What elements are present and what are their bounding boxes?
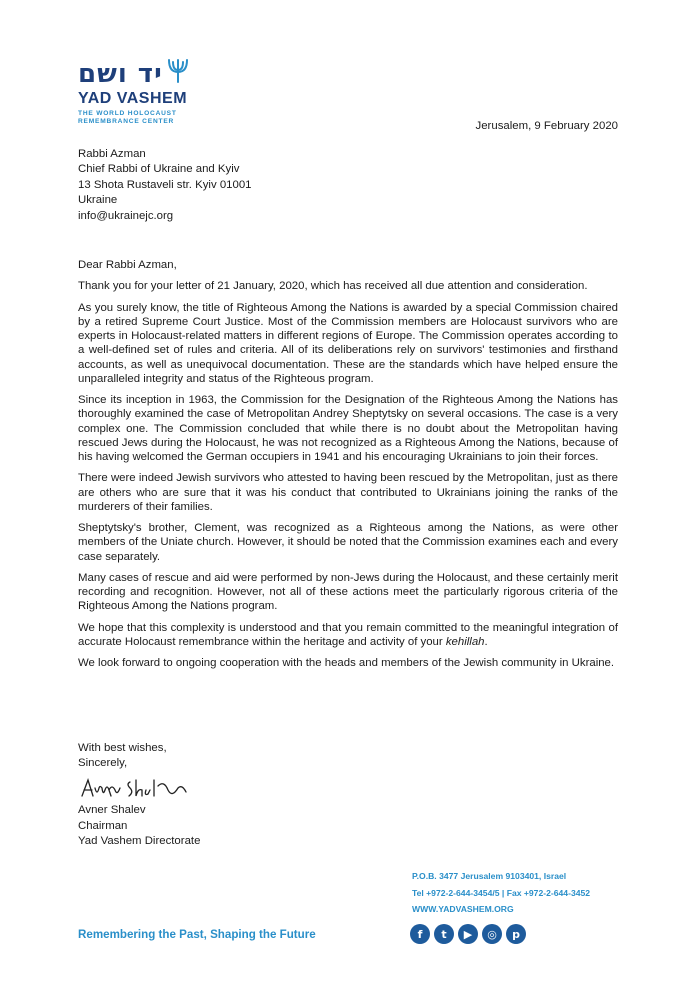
kehillah-end: . — [484, 635, 488, 648]
instagram-icon[interactable]: ◎ — [482, 924, 502, 944]
body-paragraph: Thank you for your letter of 21 January, 2020, which has received all due attention and consideration. — [78, 280, 588, 293]
closing — [78, 741, 167, 771]
menorah-icon — [167, 58, 189, 84]
recipient-email: info@ukrainejc.org — [78, 209, 174, 222]
body-paragraph: There were indeed Jewish survivors who attested to having been rescued by the Metropolitan, just as there are others who are sure that it was his conduct that contributed to Ukrainians joining the ranks of the murderers of their families. — [78, 472, 618, 513]
kehillah-text: We hope that this complexity is understood and that you remain committed to the meaningful integration of accurate Holocaust remembrance within the heritage and activity of your — [78, 621, 618, 648]
footer-phone: Tel +972-2-644-3454/5 | Fax +972-2-644-3452 — [412, 887, 591, 898]
footer-website[interactable]: WWW.YADVASHEM.ORG — [412, 904, 514, 914]
logo-name: YAD VASHEM — [78, 90, 188, 107]
body-paragraph — [78, 621, 618, 649]
youtube-icon[interactable]: ▶ — [458, 924, 478, 944]
recipient-country: Ukraine — [78, 194, 118, 207]
logo-hebrew-text: יד ושם — [78, 59, 163, 89]
kehillah-italic: kehillah — [445, 635, 485, 648]
social-links — [410, 924, 526, 944]
body-paragraph: We look forward to ongoing cooperation with the heads and members of the Jewish community in Ukraine. — [78, 657, 615, 670]
signer-name: Avner Shalev — [78, 804, 146, 816]
greeting: Dear Rabbi Azman, — [78, 259, 177, 271]
recipient-address — [78, 147, 252, 224]
body-paragraph: Since its inception in 1963, the Commission for the Designation of the Righteous Among the Nations has thoroughly examined the case of Metropolitan Andrey Sheptytsky on several occasions. The case is a very complex one. The Commission concluded that while there is no doubt about the Metropolitan having rescued Jews during the Holocaust, he was not recognized as a Righteous Among the Nations, because of his having welcomed the German occupiers in 1941 and his encouraging Ukrainians to join their forces. — [78, 394, 618, 463]
closing-line: With best wishes, — [78, 742, 167, 754]
signer-org: Yad Vashem Directorate — [78, 835, 201, 847]
recipient-title: Chief Rabbi of Ukraine and Kyiv — [78, 163, 240, 176]
logo-subtitle — [78, 110, 218, 126]
footer-contact — [412, 868, 590, 918]
signer-block — [78, 803, 200, 850]
recipient-street: 13 Shota Rustaveli str. Kyiv 01001 — [78, 178, 252, 191]
twitter-icon[interactable]: t — [434, 924, 454, 944]
footer-address: P.O.B. 3477 Jerusalem 9103401, Israel — [412, 871, 567, 881]
logo-subtitle-line: REMEMBRANCE CENTER — [78, 118, 175, 125]
logo-subtitle-line: THE WORLD HOLOCAUST — [78, 110, 177, 117]
closing-line: Sincerely, — [78, 757, 128, 769]
pinterest-icon[interactable]: p — [506, 924, 526, 944]
body-paragraph: As you surely know, the title of Righteous Among the Nations is awarded by a special Commission chaired by a retired Supreme Court Justice. Most of the Commission members are Holocaust survivors who are experts in Holocaust-related matters in different regions of Europe. The Commission operates according to a well-defined set of rules and criteria. All of its deliberations rely on survivors' testimonies and firsthand accounts, as well as unequivocal documentation. These are the standards which have helped ensure the unparalleled integrity and status of the Righteous program. — [78, 301, 618, 385]
body-paragraph: Many cases of rescue and aid were performed by non-Jews during the Holocaust, and these certainly merit recording and recognition. However, not all of these actions meet the particularly rigorous criteria of the Righteous Among the Nations program. — [78, 571, 618, 613]
yad-vashem-logo — [78, 58, 218, 126]
facebook-icon[interactable]: f — [410, 924, 430, 944]
letter-body — [78, 258, 618, 678]
handwritten-signature — [80, 776, 190, 802]
recipient-name: Rabbi Azman — [78, 148, 146, 160]
body-paragraph: Sheptytsky's brother, Clement, was recognized as a Righteous among the Nations, as were other members of the Uniate church. However, it should be noted that the Commission examines each and every case separately. — [78, 522, 618, 563]
footer-tagline: Remembering the Past, Shaping the Future — [78, 928, 316, 941]
signer-title: Chairman — [78, 819, 128, 832]
letter-date: Jerusalem, 9 February 2020 — [475, 120, 618, 132]
